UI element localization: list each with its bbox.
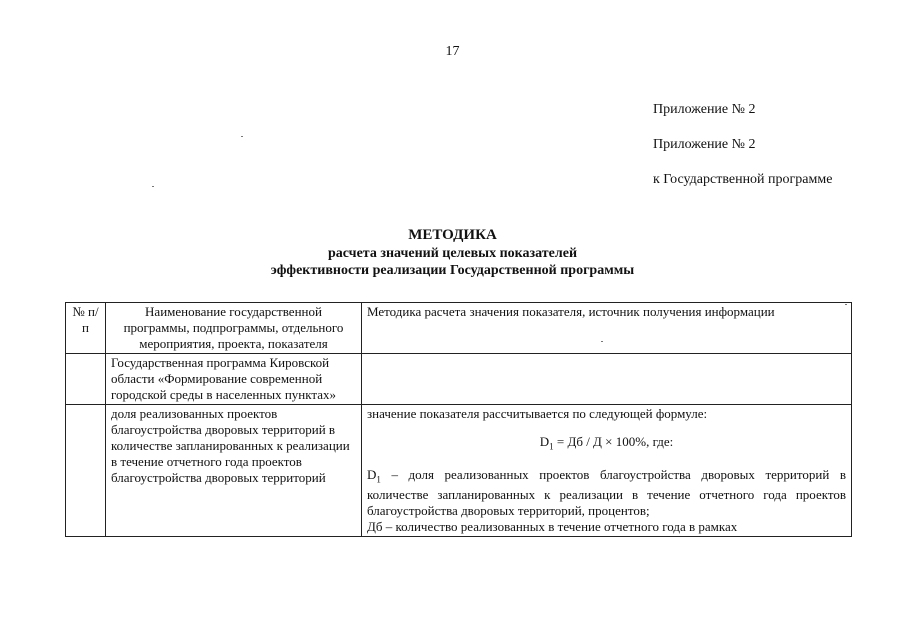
appendix-label-1: Приложение № 2 — [653, 102, 756, 117]
table-row — [66, 354, 852, 405]
appendix-label-2: Приложение № 2 — [653, 137, 756, 152]
page-number: 17 — [445, 44, 460, 59]
title-sub-2: эффективности реализации Государственной программы — [270, 263, 635, 278]
definition-d1: $D_1$ – доля реализованных проектов благоустройства дворовых территорий в количестве запланированных к реализации в течение отчетного года проектов благоустройства дворовых территорий, процентов; — [367, 466, 846, 519]
header-number: № п/п — [66, 303, 106, 354]
title-main: МЕТОДИКА — [408, 227, 497, 243]
header-name: Наименование государственной программы, подпрограммы, отдельного мероприятия, проекта, показателя — [106, 303, 362, 354]
definition-db: Дб – количество реализованных в течение отчетного года в рамках — [367, 519, 738, 535]
formula: $D_1$ = Дб / Д × 100%, где: — [539, 434, 674, 452]
header-method: Методика расчета значения показателя, источник получения информации — [362, 303, 852, 354]
table-header-row — [66, 303, 852, 354]
appendix-program-label: к Государственной программе — [653, 172, 833, 187]
row2-method — [362, 405, 852, 537]
row1-name: Государственная программа Кировской области «Формирование современной городской среды в населенных пунктах» — [106, 354, 362, 405]
methodology-table — [65, 302, 852, 537]
row1-method — [362, 354, 852, 405]
table-row — [66, 405, 852, 537]
document-title — [0, 226, 905, 279]
row1-number — [66, 354, 106, 405]
title-sub-1: расчета значений целевых показателей — [327, 246, 578, 261]
row2-name: доля реализованных проектов благоустройства дворовых территорий в количестве запланированных к реализации в течение отчетного года проектов благоустройства дворовых территорий — [106, 405, 362, 537]
row2-number — [66, 405, 106, 537]
method-intro: значение показателя рассчитывается по следующей формуле: — [367, 406, 708, 421]
